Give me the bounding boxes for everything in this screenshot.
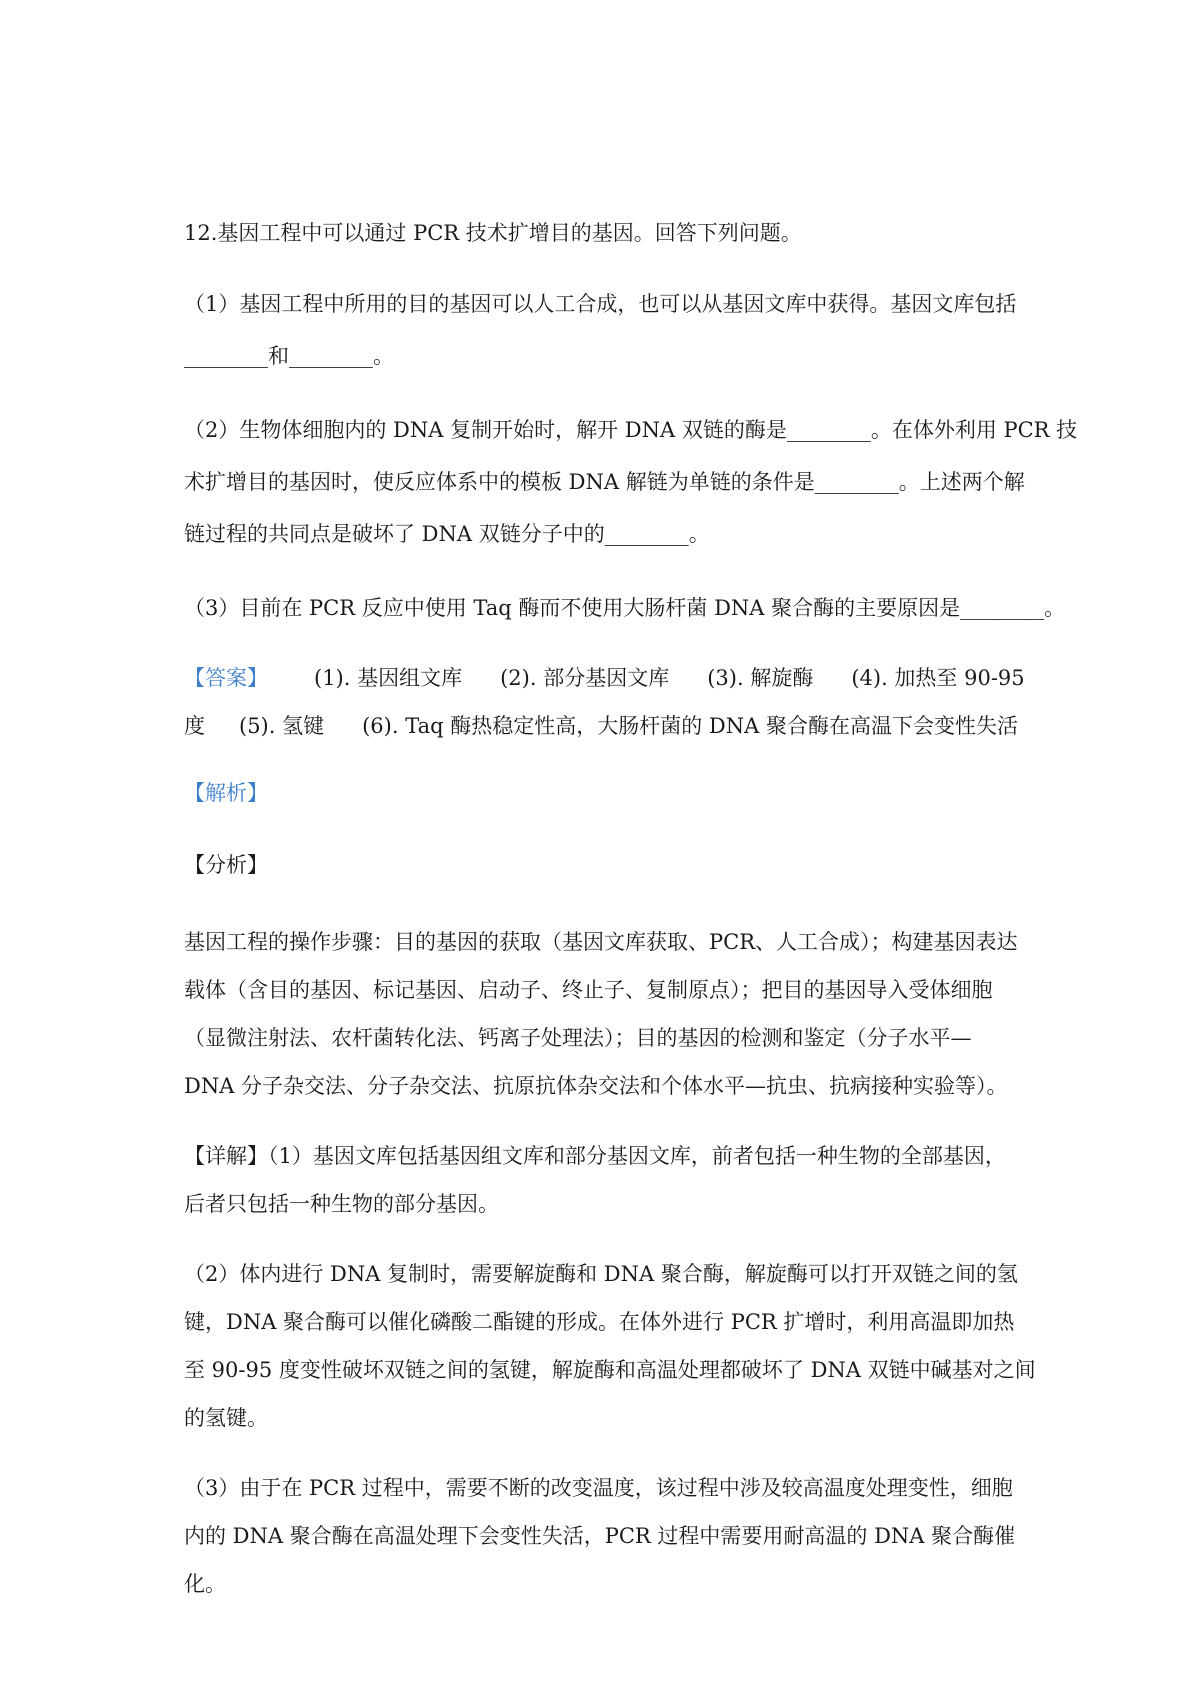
- analysis-sub-label: 【分析】: [184, 853, 268, 877]
- answer-item-3: (3). 解旋酶: [707, 666, 814, 690]
- detail-p3-line-1: （3）由于在 PCR 过程中，需要不断的改变温度，该过程中涉及较高温度处理变性，细胞: [184, 1476, 1013, 1500]
- question-part-2: [184, 404, 1078, 560]
- question-title: 12.基因工程中可以通过 PCR 技术扩增目的基因。回答下列问题。: [184, 221, 802, 245]
- analysis-line-4: DNA 分子杂交法、分子杂交法、抗原抗体杂交法和个体水平—抗虫、抗病接种实验等）。: [184, 1074, 1008, 1098]
- answer-label: 【答案】: [184, 666, 268, 690]
- detail-paragraph-3: [184, 1464, 1024, 1608]
- answer-block: [184, 654, 1024, 750]
- detail-p3-line-3: 化。: [184, 1572, 226, 1596]
- question-part-3-line-1: （3）目前在 PCR 反应中使用 Taq 酶而不使用大肠杆菌 DNA 聚合酶的主要原因是________。: [184, 596, 1066, 620]
- detail-p2-line-1: （2）体内进行 DNA 复制时，需要解旋酶和 DNA 聚合酶，解旋酶可以打开双链之间的氢: [184, 1262, 1018, 1286]
- analysis-line-1: 基因工程的操作步骤：目的基因的获取（基因文库获取、PCR、人工合成）；构建基因表达: [184, 930, 1018, 954]
- question-part-1: [184, 278, 1024, 382]
- question-part-2-line-1: （2）生物体细胞内的 DNA 复制开始时，解开 DNA 双链的酶是________。在体外利用 PCR 技: [184, 418, 1078, 442]
- answer-item-4-continued: 度: [184, 714, 205, 738]
- question-part-1-line-2: ________和________。: [184, 344, 394, 368]
- question-part-2-line-2: 术扩增目的基因时，使反应体系中的模板 DNA 解链为单链的条件是________。上述两个解: [184, 470, 1025, 494]
- analysis-label: 【解析】: [184, 781, 268, 805]
- detail-p2-line-3: 至 90-95 度变性破坏双链之间的氢键，解旋酶和高温处理都破坏了 DNA 双链中碱基对之间: [184, 1358, 1036, 1382]
- detail-p1-line-1: 【详解】（1）基因文库包括基因组文库和部分基因文库，前者包括一种生物的全部基因，: [184, 1144, 1006, 1168]
- document-page: [184, 218, 1078, 1608]
- analysis-line-2: 载体（含目的基因、标记基因、启动子、终止子、复制原点）；把目的基因导入受体细胞: [184, 978, 993, 1002]
- detail-p2-line-4: 的氢键。: [184, 1406, 268, 1430]
- detail-paragraph-1: [184, 1132, 1024, 1228]
- detail-p1-line-2: 后者只包括一种生物的部分基因。: [184, 1192, 499, 1216]
- answer-item-1: (1). 基因组文库: [314, 666, 463, 690]
- answer-item-2: (2). 部分基因文库: [500, 666, 670, 690]
- detail-paragraph-2: [184, 1250, 1036, 1442]
- detail-p2-line-2: 键，DNA 聚合酶可以催化磷酸二酯键的形成。在体外进行 PCR 扩增时，利用高温即加热: [184, 1310, 1015, 1334]
- question-part-3: [184, 582, 1066, 634]
- analysis-line-3: （显微注射法、农杆菌转化法、钙离子处理法）；目的基因的检测和鉴定（分子水平—: [184, 1026, 972, 1050]
- question-part-2-line-3: 链过程的共同点是破坏了 DNA 双链分子中的________。: [184, 522, 710, 546]
- detail-p3-line-2: 内的 DNA 聚合酶在高温处理下会变性失活，PCR 过程中需要用耐高温的 DNA 聚合酶催: [184, 1524, 1016, 1548]
- answer-item-4: (4). 加热至 90-95: [851, 666, 1025, 690]
- answer-item-5: (5). 氢键: [239, 714, 325, 738]
- answer-row-2: [184, 702, 1024, 750]
- answer-item-6: (6). Taq 酶热稳定性高，大肠杆菌的 DNA 聚合酶在高温下会变性失活: [362, 714, 1018, 738]
- answer-row-1: [184, 654, 1024, 702]
- question-part-1-line-1: （1）基因工程中所用的目的基因可以人工合成，也可以从基因文库中获得。基因文库包括: [184, 292, 1017, 316]
- analysis-text: [184, 918, 1024, 1110]
